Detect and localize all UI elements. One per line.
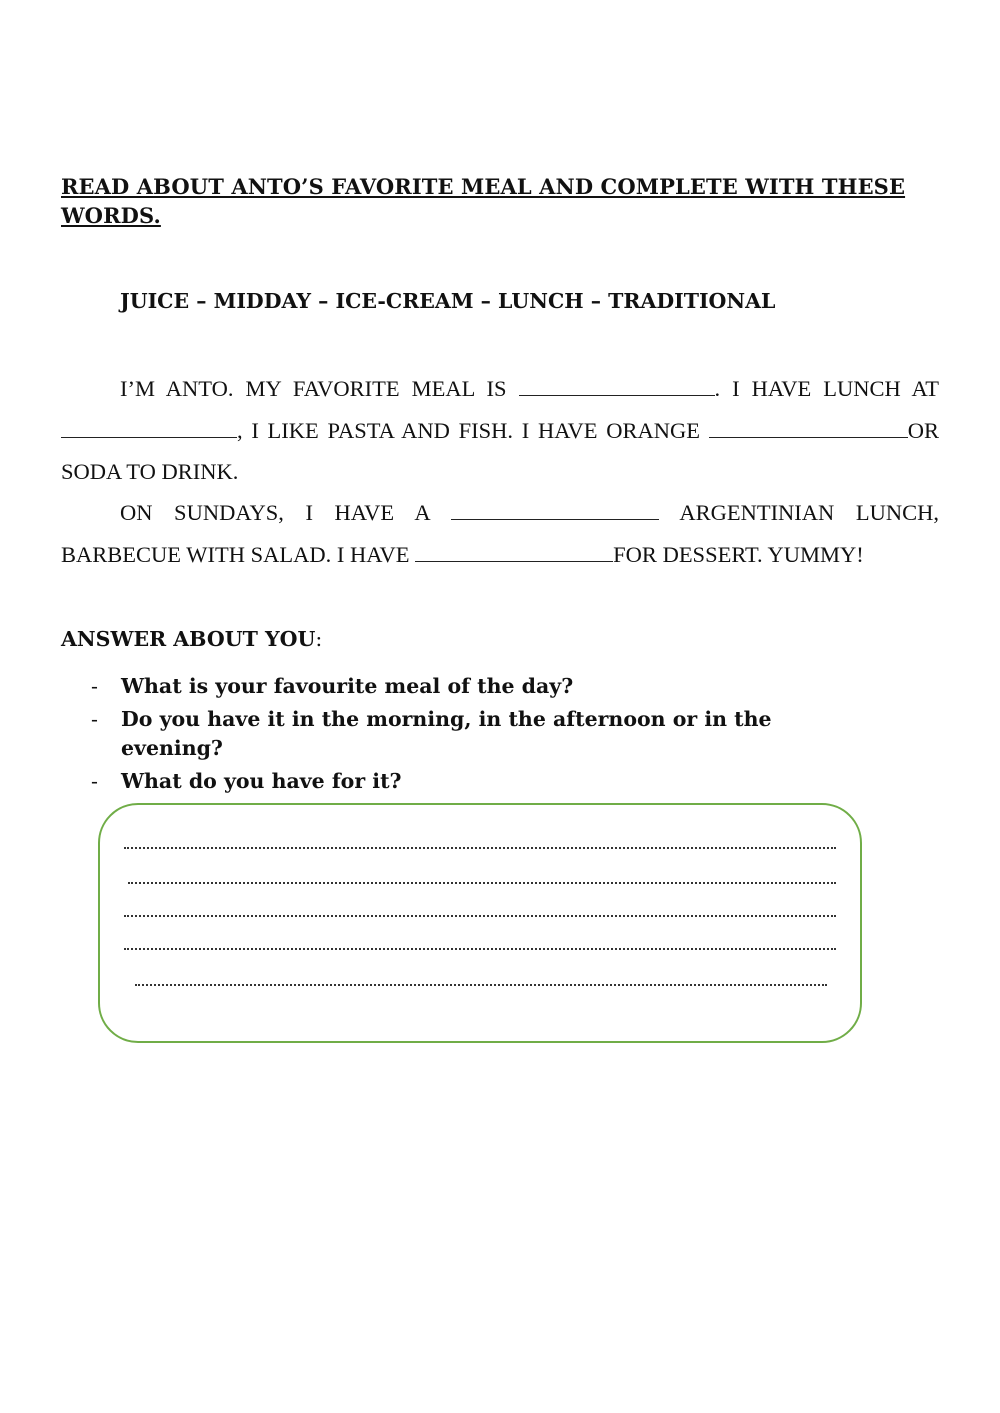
question-item	[91, 672, 851, 701]
writing-line[interactable]	[135, 984, 827, 986]
paragraph-1-text-4: OR SODA TO DRINK.	[61, 417, 939, 484]
paragraph-2	[61, 492, 939, 575]
blank-3[interactable]	[709, 417, 908, 438]
blank-5[interactable]	[415, 541, 613, 562]
question-text: What do you have for it?	[121, 769, 402, 793]
paragraph-1-text-1: I’M ANTO. MY FAVORITE MEAL IS	[120, 376, 519, 401]
paragraph-1	[61, 368, 939, 493]
paragraph-2-text-1: ON SUNDAYS, I HAVE A	[120, 500, 451, 525]
question-list	[91, 672, 851, 800]
writing-line[interactable]	[124, 847, 836, 849]
answer-heading-text: ANSWER ABOUT YOU	[61, 627, 316, 651]
writing-line[interactable]	[124, 915, 836, 917]
writing-line[interactable]	[124, 948, 836, 950]
blank-2[interactable]	[61, 417, 237, 438]
answer-heading	[61, 625, 322, 653]
exercise-title: READ ABOUT ANTO’S FAVORITE MEAL AND COMPLETE WITH THESE WORDS.	[61, 174, 906, 228]
blank-4[interactable]	[451, 499, 659, 520]
answer-heading-colon: :	[315, 627, 323, 651]
word-bank: JUICE – MIDDAY – ICE-CREAM – LUNCH – TRADITIONAL	[120, 289, 776, 313]
paragraph-1-text-2: . I HAVE LUNCH AT	[714, 376, 939, 401]
paragraph-2-text-2: ARGENTINIAN LUNCH, BARBECUE WITH SALAD. I HAVE	[61, 500, 939, 567]
bullet-dash: -	[91, 769, 98, 793]
paragraph-1-text-3: , I LIKE PASTA AND FISH. I HAVE ORANGE	[237, 417, 709, 443]
answer-box[interactable]	[98, 803, 862, 1043]
bullet-dash: -	[91, 707, 98, 731]
blank-1[interactable]	[519, 375, 715, 396]
question-item	[91, 767, 851, 796]
question-text: Do you have it in the morning, in the afternoon or in the evening?	[121, 707, 772, 760]
question-item	[91, 705, 851, 763]
paragraph-2-text-3: FOR DESSERT. YUMMY!	[613, 541, 864, 567]
writing-line[interactable]	[128, 882, 836, 884]
question-text: What is your favourite meal of the day?	[121, 674, 574, 698]
bullet-dash: -	[91, 674, 98, 698]
